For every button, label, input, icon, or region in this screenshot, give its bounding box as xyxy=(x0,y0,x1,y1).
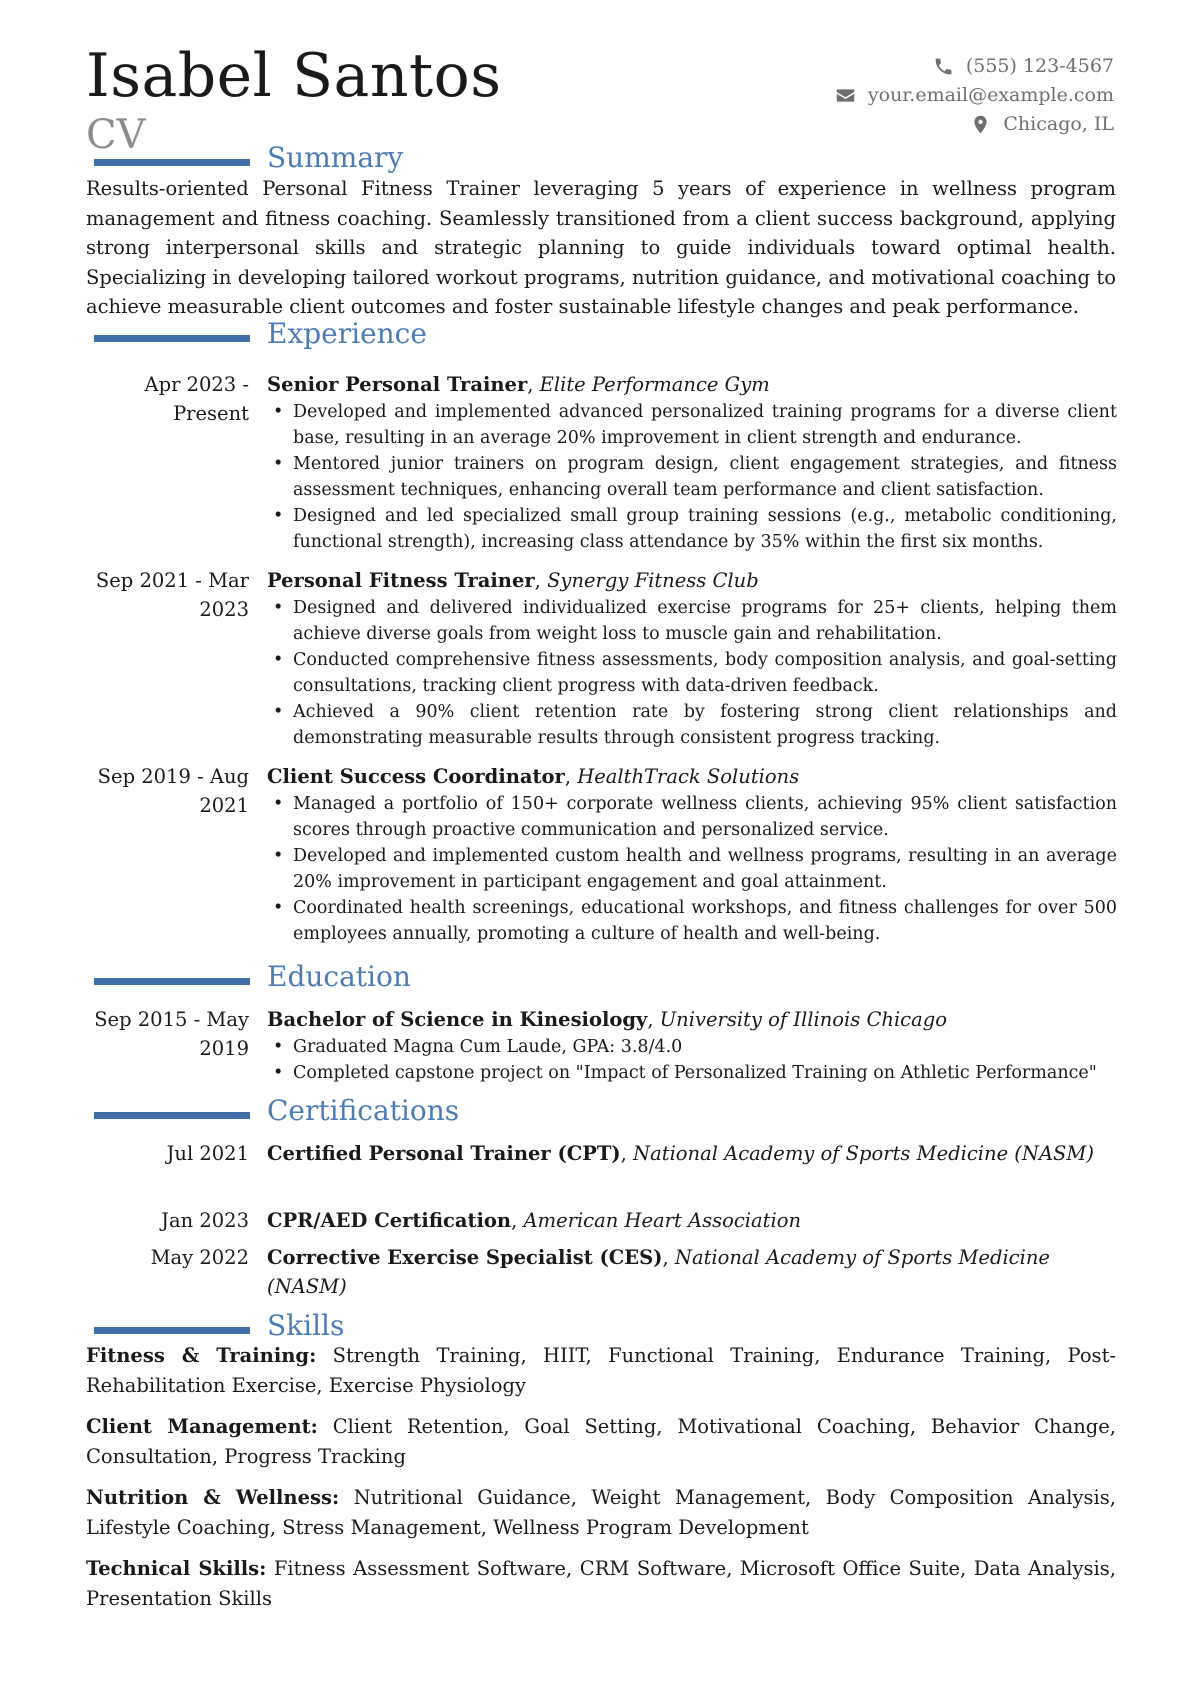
certifications-section-header xyxy=(86,1096,1116,1130)
bullet-list xyxy=(267,399,1117,555)
job-title: Client Success Coordinator xyxy=(267,765,565,788)
skill-group xyxy=(86,1483,1116,1542)
location-text: Chicago, IL xyxy=(1003,113,1114,135)
section-rule xyxy=(94,335,250,342)
bullet-list xyxy=(267,1034,1117,1086)
section-rule xyxy=(94,159,250,166)
skill-group xyxy=(86,1554,1116,1613)
phone-text: (555) 123-4567 xyxy=(965,55,1114,77)
bullet-item: • Managed a portfolio of 150+ corporate wellness clients, achieving 95% client satisfaction scores through proactive communication and personalized service. xyxy=(273,794,1117,840)
job-title: Personal Fitness Trainer xyxy=(267,569,535,592)
skill-group-label: Nutrition & Wellness: xyxy=(86,1486,340,1509)
bullet-item: • Graduated Magna Cum Laude, GPA: 3.8/4.0 xyxy=(273,1037,683,1057)
entry-heading: CPR/AED Certification, American Heart Association xyxy=(267,1209,802,1232)
certification-name: Corrective Exercise Specialist (CES) xyxy=(267,1246,663,1269)
phone-icon xyxy=(933,56,954,77)
entry-heading: Corrective Exercise Specialist (CES), National Academy of Sports Medicine (NASM) xyxy=(267,1246,1050,1298)
entry-date: May 2022 xyxy=(150,1246,249,1269)
certification-issuer: National Academy of Sports Medicine (NASM) xyxy=(267,1246,1050,1298)
document-subtitle: CV xyxy=(86,112,146,158)
bullet-item: • Achieved a 90% client retention rate by fostering strong client relationships and demonstrating measurable results through consistent progress tracking. xyxy=(273,702,1117,748)
email-text: your.email@example.com xyxy=(867,84,1114,106)
bullet-item: • Coordinated health screenings, educational workshops, and fitness challenges for over 500 employees annually, promoting a culture of health and well-being. xyxy=(273,898,1117,944)
skill-group-text: Client Retention, Goal Setting, Motivational Coaching, Behavior Change, Consultation, Progress Tracking xyxy=(86,1415,1116,1468)
skill-group-label: Fitness & Training: xyxy=(86,1344,317,1367)
entry-heading: Senior Personal Trainer, Elite Performance Gym xyxy=(267,373,770,396)
entry-date: Sep 2019 - Aug 2021 xyxy=(97,765,249,817)
section-title-summary: Summary xyxy=(267,141,404,174)
section-rule xyxy=(94,978,250,985)
skill-group-label: Technical Skills: xyxy=(86,1557,267,1580)
skill-group xyxy=(86,1412,1116,1471)
envelope-icon xyxy=(835,85,856,106)
bullet-item: • Conducted comprehensive fitness assessments, body composition analysis, and goal-setting consultations, tracking client progress with data-driven feedback. xyxy=(273,650,1117,696)
section-rule xyxy=(94,1327,250,1334)
bullet-list xyxy=(267,595,1117,751)
entry-date: Apr 2023 - Present xyxy=(144,373,249,425)
section-rule xyxy=(94,1112,250,1119)
bullet-item: • Developed and implemented custom health and wellness programs, resulting in an average 20% improvement in participant engagement and goal attainment. xyxy=(273,846,1117,892)
section-title-skills: Skills xyxy=(267,1309,345,1342)
job-title: Senior Personal Trainer xyxy=(267,373,528,396)
bullet-item: • Designed and led specialized small group training sessions (e.g., metabolic conditioning, functional strength), increasing class attendance by 35% within the first six months. xyxy=(273,506,1117,552)
bullet-list xyxy=(267,791,1117,947)
employer: Synergy Fitness Club xyxy=(547,569,759,592)
skills-section-header xyxy=(86,1311,1116,1345)
contact-location xyxy=(835,110,1114,139)
section-title-experience: Experience xyxy=(267,317,427,350)
entry-heading: Certified Personal Trainer (CPT), National Academy of Sports Medicine (NASM) xyxy=(267,1142,1094,1165)
entry-date: Jan 2023 xyxy=(161,1209,249,1232)
contact-info xyxy=(835,52,1114,139)
degree: Bachelor of Science in Kinesiology xyxy=(267,1008,648,1031)
bullet-item: • Developed and implemented advanced personalized training programs for a diverse client base, resulting in an average 20% improvement in client strength and endurance. xyxy=(273,402,1117,448)
employer: HealthTrack Solutions xyxy=(577,765,800,788)
employer: Elite Performance Gym xyxy=(539,373,770,396)
entry-heading: Client Success Coordinator, HealthTrack Solutions xyxy=(267,765,800,788)
certification-issuer: National Academy of Sports Medicine (NASM) xyxy=(633,1142,1094,1165)
certification-name: Certified Personal Trainer (CPT) xyxy=(267,1142,621,1165)
bullet-item: • Completed capstone project on "Impact of Personalized Training on Athletic Performance" xyxy=(273,1063,1097,1083)
skill-group-text: Strength Training, HIIT, Functional Training, Endurance Training, Post-Rehabilitation Exercise, Exercise Physiology xyxy=(86,1344,1116,1397)
skill-group-text: Fitness Assessment Software, CRM Software, Microsoft Office Suite, Data Analysis, Presentation Skills xyxy=(86,1557,1116,1610)
school: University of Illinois Chicago xyxy=(659,1008,947,1031)
contact-email xyxy=(835,81,1114,110)
section-title-certifications: Certifications xyxy=(267,1094,460,1127)
map-pin-icon xyxy=(970,114,991,135)
education-section-header xyxy=(86,962,1116,996)
certification-issuer: American Heart Association xyxy=(523,1209,802,1232)
entry-date: Sep 2015 - May 2019 xyxy=(94,1008,249,1060)
skill-group xyxy=(86,1341,1116,1400)
skill-group-text: Nutritional Guidance, Weight Management, Body Composition Analysis, Lifestyle Coaching, Stress Management, Wellness Program Development xyxy=(86,1486,1116,1539)
candidate-name: Isabel Santos xyxy=(86,41,502,111)
section-title-education: Education xyxy=(267,960,411,993)
skill-group-label: Client Management: xyxy=(86,1415,318,1438)
entry-date: Sep 2021 - Mar 2023 xyxy=(95,569,249,621)
summary-text: Results-oriented Personal Fitness Trainer leveraging 5 years of experience in wellness program management and fitness coaching. Seamlessly transitioned from a client success background, applying strong interpersonal skills and strategic planning to guide individuals toward optimal health. Specializing in developing tailored workout programs, nutrition guidance, and motivational coaching to achieve measurable client outcomes and foster sustainable lifestyle changes and peak performance. xyxy=(86,177,1116,318)
summary-section-header xyxy=(86,143,1116,177)
entry-date: Jul 2021 xyxy=(166,1142,249,1165)
contact-phone xyxy=(835,52,1114,81)
entry-heading: Personal Fitness Trainer, Synergy Fitness Club xyxy=(267,569,759,592)
bullet-item: • Mentored junior trainers on program design, client engagement strategies, and fitness assessment techniques, enhancing overall team performance and client satisfaction. xyxy=(273,454,1117,500)
experience-section-header xyxy=(86,319,1116,353)
entry-heading: Bachelor of Science in Kinesiology, University of Illinois Chicago xyxy=(267,1008,947,1031)
bullet-item: • Designed and delivered individualized exercise programs for 25+ clients, helping them achieve diverse goals from weight loss to muscle gain and rehabilitation. xyxy=(273,598,1117,644)
certification-name: CPR/AED Certification xyxy=(267,1209,512,1232)
